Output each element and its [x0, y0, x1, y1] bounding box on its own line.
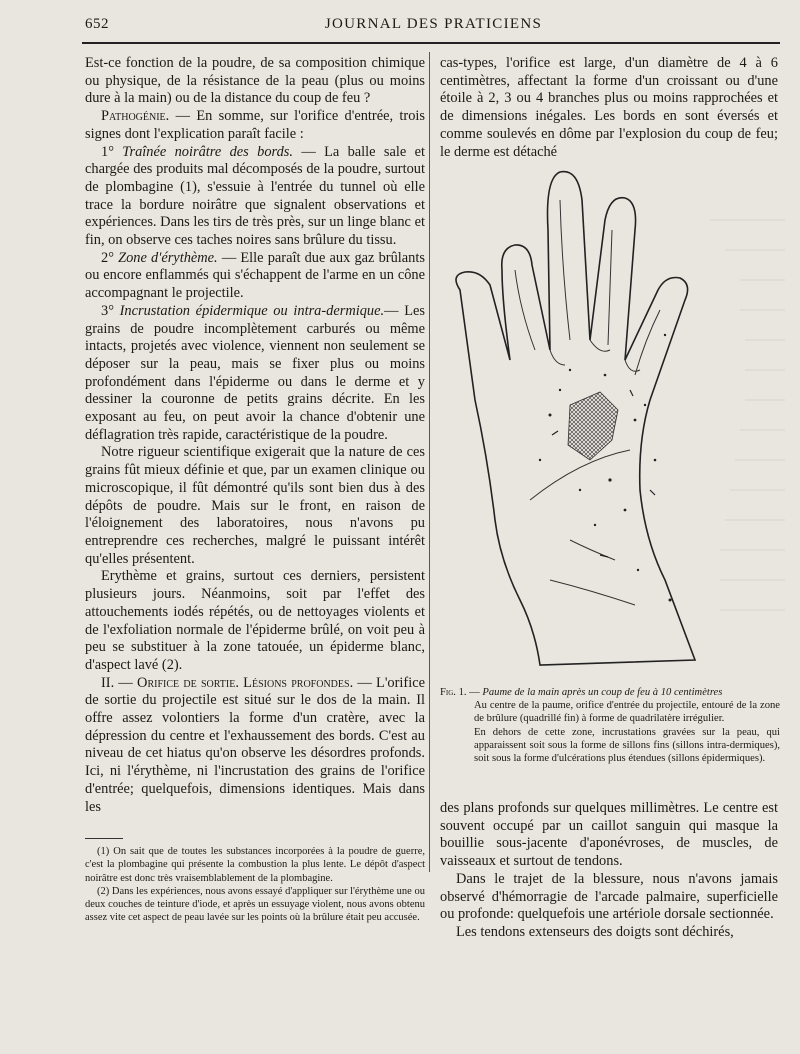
paragraph-erytheme: 2° Zone d'érythème. — Elle paraît due aux gaz brûlants ou encore enflammés qui s'échappent de l'arme en un cône accompagnant le projectile. [85, 249, 425, 302]
paragraph-rigueur: Notre rigueur scientifique exigerait que la nature de ces grains fût mieux définie et que, par un examen clinique ou microscopique, il fût démontré qu'ils sont bien dus à des dépôts de poudre. Mais sur le front, en raison de l'éloignement des laboratoires, nous n'avons pu entreprendre ces recherches, malgré le puissant intérêt qu'elles présentent. [85, 444, 425, 567]
header-rule [82, 42, 780, 44]
paragraph-plans-profonds: des plans profonds sur quelques millimètres. Le centre est souvent occupé par un caillot sanguin qui masque la bouillie sous-jacente d'aponévroses, de muscles, de vaisseaux et surtout de tendons. [440, 800, 778, 870]
footnote-2: (2) Dans les expériences, nous avons essayé d'appliquer sur l'érythème une ou deux couches de teinture d'iode, et après un essuyage violent, nous avons obtenu assez vite cet aspect de peau lavée sur les points où la brûlure était peu accusée. [85, 885, 425, 924]
section-heading-pathogenie: Pathogénie. [101, 108, 170, 125]
subheading-incrustation: Incrustation épidermique ou intra-dermique. [119, 302, 385, 319]
paragraph-trajet: Dans le trajet de la blessure, nous n'avons jamais observé d'hémorragie de l'arcade palmaire, superficielle ou profonde: quelquefois une artériole dorsale sectionnée. [440, 870, 778, 923]
left-column [85, 55, 425, 924]
paragraph-trainee: 1° Traînée noirâtre des bords. — La balle sale et chargée des produits mal décomposés de la poudre, surtout de plombagine (1), s'essuie à l'entrée du tunnel où elle trace la bordure noirâtre que signalent observations et expériences. Dans les tirs de très près, sur un linge blanc et fin, on observe ces taches noires sans brûlure du tissu. [85, 143, 425, 249]
paragraph-persistance: Erythème et grains, surtout ces derniers, persistent plusieurs jours. Néanmoins, soit par l'effet des attouchements iodés répétés, ou de nettoyages violents et de l'exfoliation normale de l'épiderme brûlé, on voit peu à peu se substituer à la zone tatouée, un épiderme blanc, d'aspect lavé (2). [85, 568, 425, 673]
right-column-bottom [440, 800, 778, 942]
journal-title: JOURNAL DES PRATICIENS [324, 16, 543, 32]
footnote-1: (1) On sait que de toutes les substances incorporées à la poudre de guerre, c'est la plombagine qui présente la combustion la plus lente. Le dépôt d'aspect noirâtre est donc très vraisemblablement de la plombagine. [85, 846, 425, 884]
caption-label: Fig. 1. — [440, 687, 480, 698]
paragraph-intro: Est-ce fonction de la poudre, de sa composition chimique ou physique, de la résistance de la peau (plus ou moins dure à la main) ou de la distance du coup de feu ? [85, 55, 425, 107]
paragraph-orifice-sortie: II. — Orifice de sortie. Lésions profondes. — L'orifice de sortie du projectile est situé sur le dos de la main. Il offre assez volontiers la forme d'un cratère, avec la dépression du centre et l'exhaussement des bords. C'est au niveau de cet hiatus qu'on observe les désordres profonds. Ici, ni l'érythème, ni l'incrustation des grains de l'orifice d'entrée; quelquefois, dimensions identiques. Mais dans les [85, 674, 425, 815]
figure-caption [440, 686, 780, 765]
caption-title: Fig. 1. — Paume de la main après un coup de feu à 10 centimètres [440, 687, 723, 698]
page-number: 652 [85, 16, 109, 32]
subheading-erytheme: Zone d'érythème. [118, 249, 218, 266]
right-column-top [440, 55, 778, 161]
caption-paragraph-2: En dehors de cette zone, incrustations gravées sur la peau, qui apparaissent soit sous la forme de sillons fins (sillons intra-dermiques), soit sous la forme d'ulcérations plus étendues (sillons épidermiques). [474, 726, 780, 765]
paragraph-cas-types: cas-types, l'orifice est large, d'un diamètre de 4 à 6 centimètres, affectant la forme d'un croissant ou d'une étoile à 2, 3 ou 4 branches plus ou moins rapprochées et de dimensions inégales. Les bords en sont éversés et comme soulevés en dôme par l'explosion du coup de feu; le derme est détaché [440, 55, 778, 160]
hand-illustration [440, 160, 790, 680]
footnote-rule [85, 838, 123, 839]
column-divider [429, 52, 430, 872]
section-heading-orifice-sortie: II. — Orifice de sortie. Lésions profondes. [101, 674, 354, 691]
paragraph-incrustation: 3° Incrustation épidermique ou intra-dermique.— Les grains de poudre incomplètement carburés ou même intacts, projetés avec violence, viennent non seulement se déposer sur la peau, mais se fixer plus ou moins profondément dans l'épiderme ou dans le derme et y dessiner la couronne de petits grains décrite. En les exposant au feu, on peut avoir la chance d'obtenir une déflagration très rapide, caractéristique de la poudre. [85, 302, 425, 443]
subheading-trainee: Traînée noirâtre des bords. [122, 143, 293, 160]
paragraph-pathogenie: Pathogénie. — En somme, sur l'orifice d'entrée, trois signes dont l'explication paraît facile : [85, 108, 425, 142]
caption-paragraph-1: Au centre de la paume, orifice d'entrée du projectile, entouré de la zone de brûlure (quadrillé fin) à forme de quadrilatère irrégulier. [474, 700, 780, 725]
hand-figure [440, 160, 790, 680]
paragraph-tendons: Les tendons extenseurs des doigts sont déchirés, [456, 923, 734, 940]
page-header [85, 14, 782, 38]
